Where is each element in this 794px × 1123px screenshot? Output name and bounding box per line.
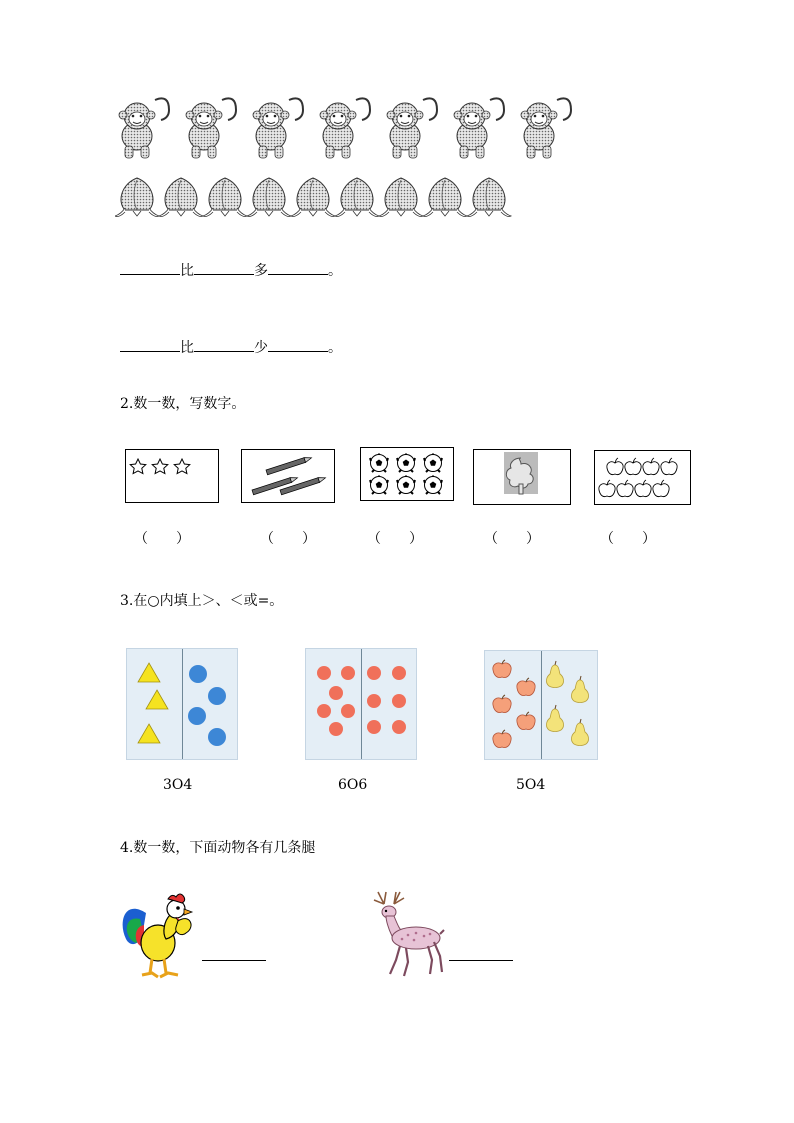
answer-blank[interactable] <box>268 260 328 275</box>
answer-blank[interactable] <box>194 337 254 352</box>
apple-icon <box>493 695 511 713</box>
period: 。 <box>328 340 342 356</box>
dot-icon <box>329 686 343 700</box>
dot-icon <box>367 694 381 708</box>
soccer-ball-icon <box>397 476 415 495</box>
count-box-tree <box>473 449 571 505</box>
monkey-icon <box>253 98 303 158</box>
apple-icon <box>635 480 651 497</box>
peach-icon <box>159 178 203 217</box>
answer-paren-1[interactable]: （ ） <box>134 531 190 547</box>
apple-icon <box>493 730 511 748</box>
compare-more-line <box>120 260 342 280</box>
deer-icon <box>370 890 446 982</box>
compare-card-apples-pears <box>484 650 598 760</box>
answer-paren-4[interactable]: （ ） <box>484 531 540 547</box>
count-box-pencils <box>241 449 335 503</box>
soccer-ball-icon <box>397 454 415 473</box>
star-icon <box>130 459 146 474</box>
dot-icon <box>392 720 406 734</box>
soccer-ball-icon <box>370 476 388 495</box>
section-3-title: 3.在○内填上＞、＜或=。 <box>120 593 284 609</box>
pear-icon <box>571 719 588 746</box>
more-label: 多 <box>254 263 268 279</box>
monkey-row <box>115 92 585 162</box>
peach-icon <box>467 178 511 217</box>
answer-blank[interactable] <box>120 260 180 275</box>
soccer-ball-icon <box>370 454 388 473</box>
circle-icon <box>208 728 226 746</box>
compare-card-triangles-circles <box>126 648 238 760</box>
dot-icon <box>341 704 355 718</box>
compare-label-1[interactable]: 3O4 <box>163 777 193 793</box>
apple-icon <box>625 458 641 475</box>
apple-icon <box>607 458 623 475</box>
star-icon <box>152 459 168 474</box>
triangle-icon <box>138 724 160 743</box>
dot-icon <box>392 666 406 680</box>
peach-icon <box>423 178 467 217</box>
circle-icon <box>188 707 206 725</box>
section-4-title: 4.数一数，下面动物各有几条腿 <box>120 840 316 856</box>
monkey-icon <box>521 98 571 158</box>
rooster-legs-blank[interactable] <box>202 959 266 961</box>
count-box-apples <box>594 450 691 505</box>
monkey-icon <box>454 98 504 158</box>
count-box-stars <box>125 449 219 503</box>
compare-label-2[interactable]: 6O6 <box>338 777 368 793</box>
answer-blank[interactable] <box>120 337 180 352</box>
dot-icon <box>367 720 381 734</box>
triangle-icon <box>146 690 168 709</box>
monkey-icon <box>387 98 437 158</box>
peach-row <box>115 170 535 222</box>
apple-icon <box>517 712 535 730</box>
compare-card-dots <box>305 648 417 760</box>
apple-icon <box>617 480 633 497</box>
soccer-ball-icon <box>424 454 442 473</box>
triangle-icon <box>138 663 160 682</box>
peach-icon <box>291 178 335 217</box>
answer-paren-5[interactable]: （ ） <box>600 531 656 547</box>
star-icon <box>174 459 190 474</box>
pear-icon <box>546 705 563 732</box>
peach-icon <box>247 178 291 217</box>
period: 。 <box>328 263 342 279</box>
dot-icon <box>392 694 406 708</box>
less-label: 少 <box>254 340 268 356</box>
apple-icon <box>653 480 669 497</box>
section-2-title: 2.数一数，写数字。 <box>120 396 246 412</box>
count-box-soccer-balls <box>360 447 454 501</box>
answer-blank[interactable] <box>268 337 328 352</box>
tree-icon <box>504 452 538 494</box>
deer-legs-blank[interactable] <box>449 959 513 961</box>
apple-icon <box>643 458 659 475</box>
apple-icon <box>599 480 615 497</box>
peach-icon <box>379 178 423 217</box>
dot-icon <box>367 666 381 680</box>
apple-icon <box>661 458 677 475</box>
apple-icon <box>517 678 535 696</box>
compare-label-3[interactable]: 5O4 <box>516 777 546 793</box>
answer-paren-2[interactable]: （ ） <box>260 531 316 547</box>
monkey-icon <box>119 98 169 158</box>
circle-icon <box>208 687 226 705</box>
peach-icon <box>203 178 247 217</box>
answer-paren-3[interactable]: （ ） <box>367 531 423 547</box>
pencil-icon <box>266 455 312 474</box>
dot-icon <box>317 666 331 680</box>
answer-blank[interactable] <box>194 260 254 275</box>
peach-icon <box>115 178 159 217</box>
compare-less-line <box>120 337 342 357</box>
apple-icon <box>493 660 511 678</box>
pear-icon <box>546 661 563 688</box>
monkey-icon <box>186 98 236 158</box>
monkey-icon <box>320 98 370 158</box>
circle-icon <box>189 665 207 683</box>
peach-icon <box>335 178 379 217</box>
dot-icon <box>341 666 355 680</box>
dot-icon <box>329 722 343 736</box>
pear-icon <box>571 676 588 703</box>
soccer-ball-icon <box>424 476 442 495</box>
bi-label: 比 <box>180 340 194 356</box>
rooster-icon <box>118 893 198 983</box>
bi-label: 比 <box>180 263 194 279</box>
dot-icon <box>317 704 331 718</box>
